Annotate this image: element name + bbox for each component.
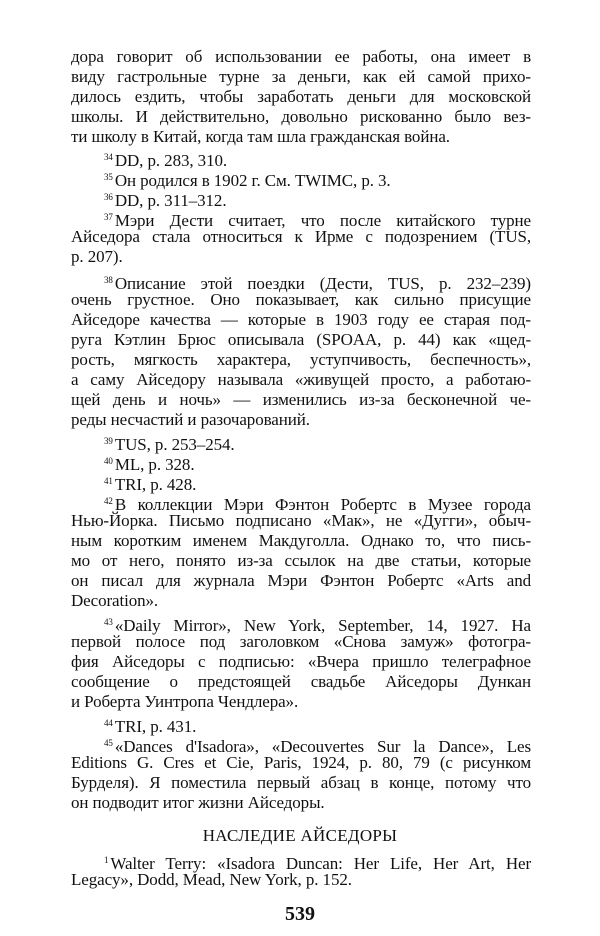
- footnote-43: [104, 612, 531, 635]
- footnote-line: Нью-Йорка. Письмо подписано «Мак», не «Дугги», обыч-: [71, 511, 531, 530]
- footnote-text: DD, p. 283, 310.: [114, 151, 228, 170]
- footnote-line: Decoration».: [71, 591, 159, 610]
- footnote-number: 45: [104, 738, 113, 748]
- footnote-line: рость, мягкость характера, уступчивость, беспечность»,: [71, 350, 531, 369]
- footnote-36: [104, 187, 227, 210]
- footnote-text: TUS, p. 253–254.: [114, 435, 235, 454]
- footnote-44: [104, 713, 197, 736]
- footnote-38: [104, 270, 531, 293]
- footnote-34: [104, 147, 228, 170]
- footnote-number: 40: [104, 456, 113, 466]
- footnote-number: 1: [104, 855, 109, 865]
- footnote-line: фия Айседоры с подписью: «Вчера пришло телеграфное: [71, 652, 531, 671]
- footnote-line: Editions G. Cres et Cie, Paris, 1924, p. 80, 79 (с рисунком: [71, 753, 531, 772]
- footnote-number: 34: [104, 152, 113, 162]
- intro-line: дилось ездить, чтобы заработать деньги для московской: [71, 87, 531, 106]
- footnote-text: «Daily Mirror», New York, September, 14, 1927. На: [114, 616, 531, 635]
- footnote-45: [104, 733, 531, 756]
- footnote-number: 37: [104, 212, 113, 222]
- footnote-line: Айседоре качества — которые в 1903 году ее старая под-: [71, 310, 531, 329]
- footnote-39: [104, 431, 235, 454]
- footnote-35: [104, 167, 391, 190]
- footnote-text: Он родился в 1902 г. См. TWIMC, p. 3.: [114, 171, 391, 190]
- footnote-37: [104, 207, 531, 230]
- footnote-line: ным коротким именем Макдуголла. Однако то, что пись-: [71, 531, 531, 550]
- footnote-line: и Роберта Уинтропа Чендлера».: [71, 692, 299, 711]
- section-footnote-1: [104, 850, 531, 873]
- footnote-number: 42: [104, 496, 113, 506]
- footnote-line: Айседора стала относиться к Ирме с подозрением (TUS,: [71, 227, 531, 246]
- intro-line: школы. И действительно, довольно рискованно было вез-: [71, 107, 531, 126]
- footnote-number: 35: [104, 172, 113, 182]
- footnote-41: [104, 471, 197, 494]
- footnote-text: Walter Terry: «Isadora Duncan: Her Life, Her Art, Her: [110, 854, 531, 873]
- footnote-line: Legacy», Dodd, Mead, New York, p. 152.: [71, 870, 352, 889]
- intro-line: виду гастрольные турне за деньги, как ей самой прихо-: [71, 67, 531, 86]
- intro-line: ти школу в Китай, когда там шла гражданская война.: [71, 127, 450, 146]
- footnote-line: а саму Айседору называла «живущей просто, а работаю-: [71, 370, 531, 389]
- footnote-42: [104, 491, 531, 514]
- footnote-line: щей день и ночь» — изменились из-за бесконечной че-: [71, 390, 531, 409]
- footnote-number: 41: [104, 476, 113, 486]
- footnote-40: [104, 451, 195, 474]
- page-number: 539: [285, 903, 315, 925]
- footnote-number: 38: [104, 275, 113, 285]
- footnote-text: TRI, p. 428.: [114, 475, 197, 494]
- footnote-text: TRI, p. 431.: [114, 717, 197, 736]
- footnote-number: 39: [104, 436, 113, 446]
- footnote-line: реды несчастий и разочарований.: [71, 410, 310, 429]
- footnote-line: руга Кэтлин Брюс описывала (SPOAA, p. 44) как «щед-: [71, 330, 531, 349]
- footnote-text: «Dances d'Isadora», «Decouvertes Sur la Dance», Les: [114, 737, 531, 756]
- footnote-line: он писал для журнала Мэри Фэнтон Робертс «Arts and: [71, 571, 531, 590]
- footnote-line: p. 207).: [71, 247, 123, 266]
- section-heading: НАСЛЕДИЕ АЙСЕДОРЫ: [202, 826, 398, 845]
- footnote-line: Бурделя). Я поместила первый абзац в конце, потому что: [71, 773, 531, 792]
- footnote-line: мо от него, понято из-за ссылок на две статьи, которые: [71, 551, 531, 570]
- footnote-text: В коллекции Мэри Фэнтон Робертс в Музее города: [114, 495, 531, 514]
- footnote-number: 36: [104, 192, 113, 202]
- footnote-number: 43: [104, 617, 113, 627]
- footnote-text: Описание этой поездки (Дести, TUS, p. 232–239): [114, 274, 531, 293]
- footnote-text: DD, p. 311–312.: [114, 191, 227, 210]
- footnote-text: Мэри Дести считает, что после китайского турне: [114, 211, 531, 230]
- footnote-line: очень грустное. Оно показывает, как сильно присущие: [71, 290, 531, 309]
- footnote-line: он подводит итог жизни Айседоры.: [71, 793, 325, 812]
- intro-line: дора говорит об использовании ее работы, она имеет в: [71, 47, 531, 66]
- footnote-line: сообщение о предстоящей свадьбе Айседоры Дункан: [71, 672, 531, 691]
- footnote-text: ML, p. 328.: [114, 455, 195, 474]
- footnote-line: первой полосе под заголовком «Снова замуж» фотогра-: [71, 632, 531, 651]
- footnote-number: 44: [104, 718, 113, 728]
